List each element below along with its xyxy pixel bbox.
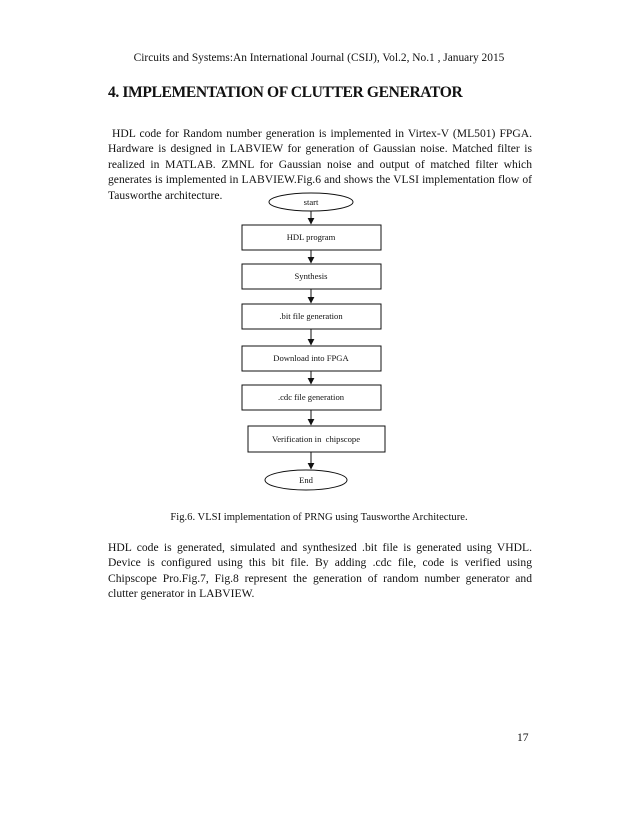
end-label: End bbox=[299, 475, 313, 485]
figure-caption: Fig.6. VLSI implementation of PRNG using Tausworthe Architecture. bbox=[170, 512, 468, 523]
process-label-download-into-fpga: Download into FPGA bbox=[273, 353, 349, 363]
process-label-cdc-file-generation: .cdc file generation bbox=[277, 392, 345, 402]
body-paragraph: HDL code is generated, simulated and synthesized .bit file is generated using VHDL. Device is configured using this bit file. By adding .cdc file, code is verified using Chipscope Pro.Fig.7, Fig.8 represent the generation of random number generator and clutter generator in LABVIEW. bbox=[108, 541, 532, 601]
process-label-verification-in-chipscope: Verification in chipscope bbox=[271, 434, 361, 444]
flowchart bbox=[236, 188, 396, 496]
process-label-synthesis: Synthesis bbox=[294, 271, 328, 281]
process-label-bit-file-generation: .bit file generation bbox=[279, 311, 343, 321]
running-header: Circuits and Systems:An International Journal (CSIJ), Vol.2, No.1 , January 2015 bbox=[133, 52, 505, 64]
section-title: 4. IMPLEMENTATION OF CLUTTER GENERATOR bbox=[108, 84, 463, 101]
start-label: start bbox=[303, 197, 319, 207]
process-label-hdl-program: HDL program bbox=[286, 232, 336, 242]
intro-paragraph: HDL code for Random number generation is implemented in Virtex-V (ML501) FPGA. Hardware is designed in LABVIEW for generation of Gaussian noise. Matched filter is realized in MATLAB. ZMNL for Gaussian noise and output of matched filter which generates is implemented in LABVIEW.Fig.6 and shows the VLSI implementation flow of Tausworthe architecture. bbox=[108, 127, 532, 202]
page-number: 17 bbox=[517, 731, 529, 744]
